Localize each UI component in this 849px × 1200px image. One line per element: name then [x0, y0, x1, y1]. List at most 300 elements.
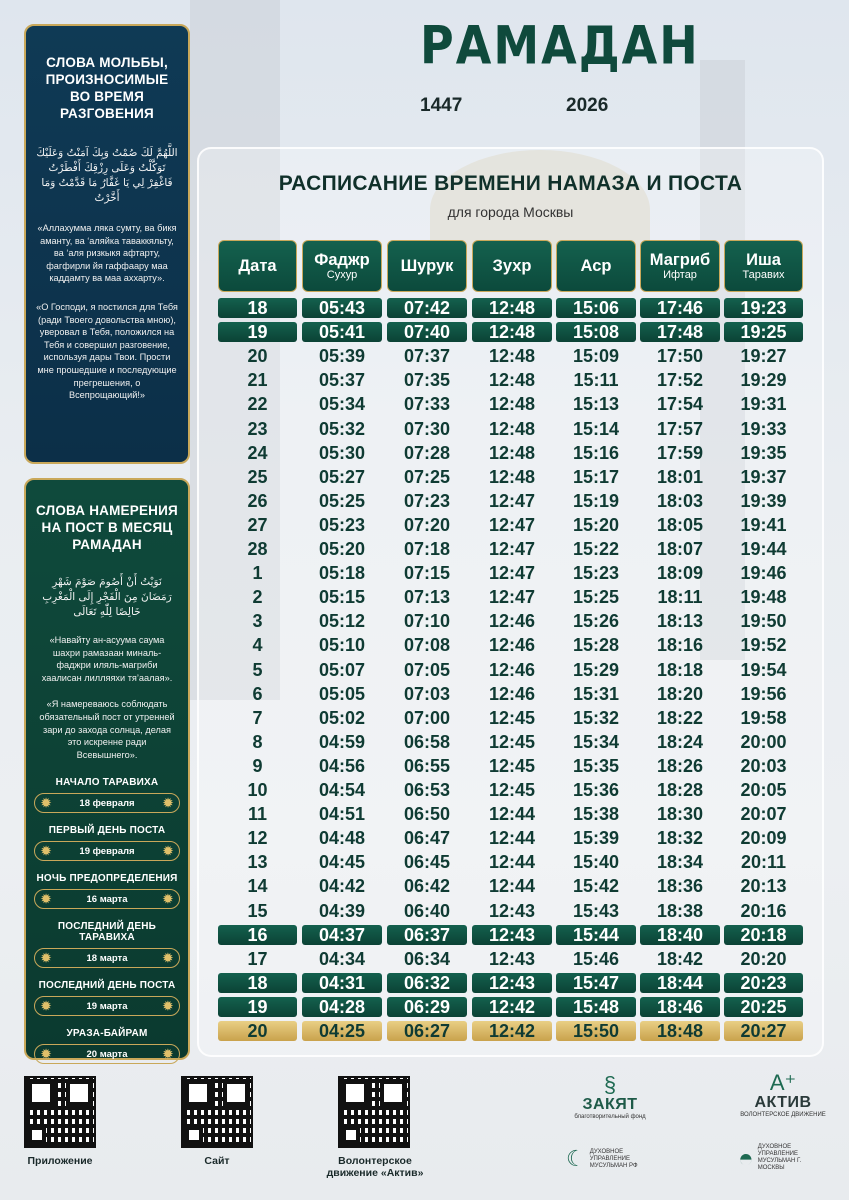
time-cell: 07:30 — [403, 419, 451, 439]
time-cell: 15:25 — [572, 587, 620, 607]
aktiv-logo: A⁺ АКТИВ ВОЛОНТЕРСКОЕ ДВИЖЕНИЕ — [738, 1072, 828, 1119]
time-cell: 12:48 — [488, 443, 536, 463]
time-cell: 20:05 — [740, 780, 787, 800]
time-cell: 15:22 — [572, 539, 620, 559]
time-cell: 18:18 — [656, 660, 704, 680]
key-date-item — [34, 873, 180, 909]
date-cell: 3 — [252, 611, 263, 631]
time-cell: 19:52 — [740, 635, 787, 655]
intention-panel — [24, 478, 190, 1060]
time-cell: 06:47 — [403, 828, 451, 848]
time-cell: 15:09 — [572, 346, 620, 366]
time-cell: 07:40 — [387, 322, 467, 342]
key-date-title: ПОСЛЕДНИЙ ДЕНЬ ТАРАВИХА — [57, 921, 157, 944]
table-row — [218, 828, 803, 848]
date-cell: 27 — [247, 515, 268, 535]
date-cell: 24 — [247, 443, 268, 463]
time-cell: 05:43 — [302, 298, 382, 318]
time-cell: 15:50 — [556, 1021, 636, 1041]
table-row — [218, 370, 803, 390]
qr-code-aktiv[interactable] — [338, 1076, 410, 1148]
date-cell: 21 — [247, 370, 268, 390]
date-cell: 9 — [252, 756, 263, 776]
table-row — [218, 467, 803, 487]
key-date-title: НОЧЬ ПРЕДОПРЕДЕЛЕНИЯ — [36, 873, 178, 885]
time-cell: 04:51 — [318, 804, 366, 824]
time-cell: 17:54 — [656, 394, 704, 414]
table-row — [218, 708, 803, 728]
table-row — [218, 443, 803, 463]
aktiv-mark-icon: A⁺ — [769, 1070, 797, 1095]
time-cell: 15:48 — [556, 997, 636, 1017]
time-cell: 19:31 — [740, 394, 787, 414]
time-cell: 19:58 — [740, 708, 787, 728]
time-cell: 15:44 — [556, 925, 636, 945]
table-row — [218, 419, 803, 439]
time-cell: 18:44 — [640, 973, 720, 993]
key-date-pill — [34, 841, 180, 861]
table-row — [218, 756, 803, 776]
key-date-pill — [34, 948, 180, 968]
time-cell: 06:29 — [387, 997, 467, 1017]
time-cell: 18:09 — [656, 563, 704, 583]
time-cell: 19:27 — [740, 346, 787, 366]
date-cell: 6 — [252, 684, 263, 704]
time-cell: 15:06 — [556, 298, 636, 318]
time-cell: 05:02 — [318, 708, 366, 728]
table-row — [218, 949, 803, 969]
zakat-logo: § ЗАКЯТ благотворительный фонд — [560, 1074, 660, 1121]
time-cell: 20:16 — [740, 901, 787, 921]
time-cell: 07:08 — [403, 635, 451, 655]
time-cell: 18:36 — [656, 876, 704, 896]
time-cell: 12:47 — [488, 539, 536, 559]
time-cell: 05:07 — [318, 660, 366, 680]
time-cell: 07:03 — [403, 684, 451, 704]
time-cell: 12:46 — [488, 684, 536, 704]
sun-icon: ✹ — [41, 892, 52, 907]
year-hijri: 1447 — [420, 95, 463, 116]
time-cell: 07:42 — [387, 298, 467, 318]
date-cell: 11 — [247, 804, 268, 824]
time-cell: 04:31 — [302, 973, 382, 993]
time-cell: 19:33 — [740, 419, 787, 439]
dum-msk-logo: ◓ ДУХОВНОЕ УПРАВЛЕНИЕ МУСУЛЬМАН Г. МОСКВЫ — [738, 1143, 802, 1173]
time-cell: 18:40 — [640, 925, 720, 945]
time-cell: 15:16 — [572, 443, 620, 463]
table-row — [218, 635, 803, 655]
intention-transliteration: «Навайту ан-асуума саума шахри рамазаан миналь-фаджри иляль-магриби хаалисан лилляяхи тя’аалая». — [41, 635, 173, 683]
key-dates-list — [26, 777, 188, 1064]
time-cell: 12:45 — [488, 780, 536, 800]
table-row — [218, 322, 803, 342]
key-date-value: 18 февраля — [79, 797, 135, 809]
key-date-value: 18 марта — [86, 952, 128, 964]
time-cell: 04:39 — [318, 901, 366, 921]
table-row — [218, 539, 803, 559]
supplication-title: СЛОВА МОЛЬБЫ, ПРОИЗНОСИМЫЕ ВО ВРЕМЯ РАЗГОВЕНИЯ — [45, 55, 169, 121]
qr-code-site[interactable] — [181, 1076, 253, 1148]
time-cell: 06:37 — [387, 925, 467, 945]
time-cell: 04:37 — [302, 925, 382, 945]
time-cell: 18:38 — [656, 901, 704, 921]
key-date-title: УРАЗА-БАЙРАМ — [66, 1028, 148, 1040]
date-cell: 18 — [218, 973, 297, 993]
table-row — [218, 684, 803, 704]
key-date-value: 19 марта — [86, 1000, 128, 1012]
time-cell: 15:32 — [572, 708, 620, 728]
time-cell: 04:42 — [318, 876, 366, 896]
zakat-mark-icon: § — [603, 1072, 617, 1097]
time-cell: 18:30 — [656, 804, 704, 824]
time-cell: 05:20 — [318, 539, 366, 559]
column-header-label: Фаджр — [314, 250, 370, 269]
time-cell: 15:29 — [572, 660, 620, 680]
time-cell: 15:28 — [572, 635, 620, 655]
time-cell: 12:47 — [488, 563, 536, 583]
time-cell: 19:56 — [740, 684, 787, 704]
time-cell: 18:24 — [656, 732, 704, 752]
time-cell: 07:00 — [403, 708, 451, 728]
time-cell: 05:18 — [318, 563, 366, 583]
time-cell: 15:26 — [572, 611, 620, 631]
time-cell: 06:45 — [403, 852, 451, 872]
schedule-title: РАСПИСАНИЕ ВРЕМЕНИ НАМАЗА И ПОСТА — [278, 172, 743, 195]
date-cell: 22 — [247, 394, 268, 414]
date-cell: 17 — [247, 949, 268, 969]
time-cell: 17:57 — [656, 419, 704, 439]
key-date-item — [34, 777, 180, 813]
table-row — [218, 515, 803, 535]
time-cell: 20:13 — [740, 876, 787, 896]
time-cell: 07:10 — [403, 611, 451, 631]
column-header — [472, 240, 552, 292]
time-cell: 04:56 — [318, 756, 366, 776]
time-cell: 12:48 — [472, 322, 552, 342]
time-cell: 07:23 — [403, 491, 451, 511]
supplication-transliteration: «Аллахумма ляка сумту, ва бикя аманту, ва ‘аляйка таваккяльту, ва ‘аля ризкыкя афтарту, фагфирли йя гаффаару маа каддамту ва маа аххарту». — [37, 223, 177, 284]
time-cell: 19:37 — [740, 467, 787, 487]
key-date-title: НАЧАЛО ТАРАВИХА — [55, 777, 159, 789]
column-header-label: Зухр — [492, 257, 532, 275]
time-cell: 12:44 — [488, 876, 536, 896]
time-cell: 06:40 — [403, 901, 451, 921]
time-cell: 04:34 — [318, 949, 366, 969]
time-cell: 12:43 — [488, 901, 536, 921]
date-cell: 8 — [252, 732, 263, 752]
time-cell: 20:18 — [724, 925, 803, 945]
column-header — [218, 240, 297, 292]
time-cell: 06:55 — [403, 756, 451, 776]
time-cell: 15:08 — [556, 322, 636, 342]
time-cell: 15:19 — [572, 491, 620, 511]
date-cell: 7 — [252, 708, 263, 728]
date-cell: 16 — [218, 925, 297, 945]
column-header-sublabel: Ифтар — [663, 268, 697, 281]
supplication-arabic: اللَّهُمَّ لَكَ صُمْتُ وَبِكَ آمَنْتُ وَعَلَيْكَ تَوَكَّلْتُ وَعَلَى رِزْقِكَ أَفْطَرْتُ فَاغْفِرْ لِي يَا غَفَّارُ مَا قَدَّمْتُ وَمَا أَخَّرْتُ — [36, 147, 178, 204]
time-cell: 15:39 — [572, 828, 620, 848]
key-date-pill — [34, 793, 180, 813]
time-cell: 12:46 — [488, 635, 536, 655]
key-date-value: 16 марта — [86, 893, 128, 905]
time-cell: 12:45 — [488, 756, 536, 776]
time-cell: 07:33 — [403, 394, 451, 414]
time-cell: 18:26 — [656, 756, 704, 776]
sun-icon: ✹ — [162, 844, 173, 859]
time-cell: 05:25 — [318, 491, 366, 511]
time-cell: 20:11 — [740, 852, 787, 872]
key-date-title: ПЕРВЫЙ ДЕНЬ ПОСТА — [48, 825, 166, 837]
time-cell: 19:54 — [740, 660, 787, 680]
time-cell: 12:45 — [488, 708, 536, 728]
time-cell: 18:20 — [656, 684, 704, 704]
time-cell: 04:28 — [302, 997, 382, 1017]
table-row — [218, 901, 803, 921]
date-cell: 15 — [247, 901, 268, 921]
time-cell: 18:01 — [656, 467, 704, 487]
time-cell: 17:59 — [656, 443, 704, 463]
time-cell: 04:45 — [318, 852, 366, 872]
column-header-label: Дата — [238, 257, 277, 275]
time-cell: 18:48 — [640, 1021, 720, 1041]
table-row — [218, 394, 803, 414]
time-cell: 17:48 — [640, 322, 720, 342]
time-cell: 12:46 — [488, 611, 536, 631]
time-cell: 15:36 — [572, 780, 620, 800]
qr-code-app[interactable] — [24, 1076, 96, 1148]
time-cell: 15:20 — [572, 515, 620, 535]
time-cell: 12:47 — [488, 515, 536, 535]
key-date-pill — [34, 889, 180, 909]
time-cell: 07:35 — [403, 370, 451, 390]
column-header-sublabel: Сухур — [326, 268, 358, 281]
time-cell: 18:42 — [656, 949, 704, 969]
time-cell: 05:34 — [318, 394, 366, 414]
time-cell: 15:43 — [572, 901, 620, 921]
time-cell: 07:15 — [403, 563, 451, 583]
time-cell: 19:25 — [724, 322, 803, 342]
time-cell: 18:34 — [656, 852, 704, 872]
time-cell: 20:20 — [740, 949, 787, 969]
time-cell: 05:12 — [318, 611, 366, 631]
sun-icon: ✹ — [41, 951, 52, 966]
time-cell: 18:16 — [656, 635, 704, 655]
key-date-item — [34, 921, 180, 968]
schedule-subtitle: для города Москвы — [447, 204, 574, 220]
time-cell: 05:32 — [318, 419, 366, 439]
time-cell: 19:41 — [740, 515, 787, 535]
column-header — [556, 240, 636, 292]
time-cell: 20:25 — [724, 997, 803, 1017]
time-cell: 19:48 — [740, 587, 787, 607]
sun-icon: ✹ — [41, 999, 52, 1014]
time-cell: 19:50 — [740, 611, 787, 631]
intention-arabic: نَوَيْتُ أَنْ أَصُومَ صَوْمَ شَهْرِ رَمَضَانَ مِنَ الْفَجْرِ إِلَى الْمَغْرِبِ خَالِصًا لِلّٰهِ تَعَالَى — [42, 576, 172, 618]
time-cell: 15:47 — [556, 973, 636, 993]
time-cell: 04:48 — [318, 828, 366, 848]
table-row — [218, 660, 803, 680]
mosque-icon: ☾ — [566, 1146, 586, 1171]
time-cell: 18:22 — [656, 708, 704, 728]
table-row — [218, 973, 803, 993]
sun-icon: ✹ — [162, 951, 173, 966]
date-cell: 4 — [252, 635, 263, 655]
time-cell: 15:31 — [572, 684, 620, 704]
time-cell: 06:58 — [403, 732, 451, 752]
time-cell: 15:42 — [572, 876, 620, 896]
time-cell: 15:38 — [572, 804, 620, 824]
table-row — [218, 804, 803, 824]
column-header — [640, 240, 720, 292]
column-header — [724, 240, 803, 292]
time-cell: 06:42 — [403, 876, 451, 896]
time-cell: 12:48 — [488, 370, 536, 390]
time-cell: 18:03 — [656, 491, 704, 511]
time-cell: 12:46 — [488, 660, 536, 680]
time-cell: 15:35 — [572, 756, 620, 776]
time-cell: 12:48 — [488, 419, 536, 439]
dome-icon: ◓ — [738, 1143, 754, 1173]
time-cell: 12:43 — [488, 949, 536, 969]
column-header-sublabel: Таравих — [742, 268, 785, 281]
date-cell: 28 — [247, 539, 268, 559]
time-cell: 07:20 — [403, 515, 451, 535]
time-cell: 18:32 — [656, 828, 704, 848]
column-header-label: Магриб — [649, 250, 711, 269]
time-cell: 20:00 — [740, 732, 787, 752]
time-cell: 12:48 — [472, 298, 552, 318]
time-cell: 06:53 — [403, 780, 451, 800]
table-row — [218, 876, 803, 896]
time-cell: 07:37 — [403, 346, 451, 366]
time-cell: 19:23 — [724, 298, 803, 318]
qr-label-site: Сайт — [204, 1155, 230, 1167]
time-cell: 04:59 — [318, 732, 366, 752]
time-cell: 12:42 — [472, 1021, 552, 1041]
time-cell: 20:09 — [740, 828, 787, 848]
year-gregorian: 2026 — [566, 95, 609, 116]
time-cell: 12:43 — [472, 925, 552, 945]
time-cell: 12:48 — [488, 394, 536, 414]
time-cell: 15:34 — [572, 732, 620, 752]
date-cell: 10 — [247, 780, 268, 800]
time-cell: 12:44 — [488, 852, 536, 872]
time-cell: 17:50 — [656, 346, 704, 366]
time-cell: 07:25 — [403, 467, 451, 487]
time-cell: 19:35 — [740, 443, 787, 463]
table-row — [218, 587, 803, 607]
sun-icon: ✹ — [162, 796, 173, 811]
page-title: РАМАДАН — [420, 13, 700, 77]
date-cell: 25 — [247, 467, 268, 487]
time-cell: 12:44 — [488, 804, 536, 824]
time-cell: 05:37 — [318, 370, 366, 390]
supplication-translation: «О Господи, я постился для Тебя (ради Твоего довольства мною), уверовал в Тебя, положился на Тебя и совершил разговение, используя дары Твои. Прости мне прошедшие и последующие прегрешения, о Всепрощающий!» — [36, 301, 178, 401]
table-row — [218, 298, 803, 318]
key-date-value: 19 февраля — [79, 845, 135, 857]
time-cell: 18:46 — [640, 997, 720, 1017]
table-row — [218, 852, 803, 872]
key-date-item — [34, 825, 180, 861]
time-cell: 07:05 — [403, 660, 451, 680]
time-cell: 05:27 — [318, 467, 366, 487]
date-cell: 13 — [247, 852, 268, 872]
table-row — [218, 611, 803, 631]
time-cell: 20:07 — [740, 804, 787, 824]
time-cell: 05:10 — [318, 635, 366, 655]
time-cell: 17:52 — [656, 370, 704, 390]
key-date-title: ПОСЛЕДНИЙ ДЕНЬ ПОСТА — [38, 980, 176, 992]
time-cell: 15:23 — [572, 563, 620, 583]
time-cell: 12:44 — [488, 828, 536, 848]
date-cell: 20 — [247, 346, 268, 366]
time-cell: 12:47 — [488, 491, 536, 511]
key-date-item — [34, 980, 180, 1016]
column-header-label: Иша — [746, 250, 781, 269]
time-cell: 04:54 — [318, 780, 366, 800]
date-cell: 18 — [218, 298, 297, 318]
time-cell: 18:05 — [656, 515, 704, 535]
time-cell: 12:43 — [472, 973, 552, 993]
time-cell: 04:25 — [302, 1021, 382, 1041]
table-row — [218, 1021, 803, 1041]
time-cell: 20:27 — [724, 1021, 803, 1041]
date-cell: 19 — [218, 322, 297, 342]
time-cell: 12:48 — [488, 346, 536, 366]
date-cell: 20 — [218, 1021, 297, 1041]
time-cell: 15:14 — [572, 419, 620, 439]
time-cell: 18:11 — [657, 587, 703, 607]
time-cell: 18:07 — [656, 539, 704, 559]
time-cell: 12:42 — [472, 997, 552, 1017]
time-cell: 19:44 — [740, 539, 787, 559]
sun-icon: ✹ — [162, 999, 173, 1014]
time-cell: 19:29 — [740, 370, 787, 390]
time-cell: 06:50 — [403, 804, 451, 824]
time-cell: 05:05 — [318, 684, 366, 704]
time-cell: 18:28 — [656, 780, 704, 800]
supplication-panel — [24, 24, 190, 464]
time-cell: 05:15 — [318, 587, 366, 607]
time-cell: 06:32 — [387, 973, 467, 993]
table-row — [218, 732, 803, 752]
date-cell: 12 — [247, 828, 268, 848]
table-row — [218, 925, 803, 945]
column-header-label: Шурук — [400, 257, 454, 275]
date-cell: 26 — [247, 491, 268, 511]
sun-icon: ✹ — [162, 1047, 173, 1062]
column-header-label: Аср — [580, 257, 612, 275]
column-header — [302, 240, 382, 292]
sun-icon: ✹ — [41, 796, 52, 811]
time-cell: 05:23 — [318, 515, 366, 535]
time-cell: 15:13 — [572, 394, 620, 414]
date-cell: 1 — [252, 563, 263, 583]
time-cell: 19:39 — [740, 491, 787, 511]
column-header — [387, 240, 467, 292]
time-cell: 19:46 — [740, 563, 787, 583]
date-cell: 5 — [252, 660, 263, 680]
time-cell: 20:23 — [724, 973, 803, 993]
table-row — [218, 997, 803, 1017]
key-date-value: 20 марта — [86, 1048, 128, 1060]
time-cell: 17:46 — [640, 298, 720, 318]
time-cell: 05:39 — [318, 346, 366, 366]
table-row — [218, 346, 803, 366]
table-row — [218, 491, 803, 511]
table-row — [218, 563, 803, 583]
qr-label-aktiv: Волонтерское движение «Актив» — [326, 1155, 424, 1179]
